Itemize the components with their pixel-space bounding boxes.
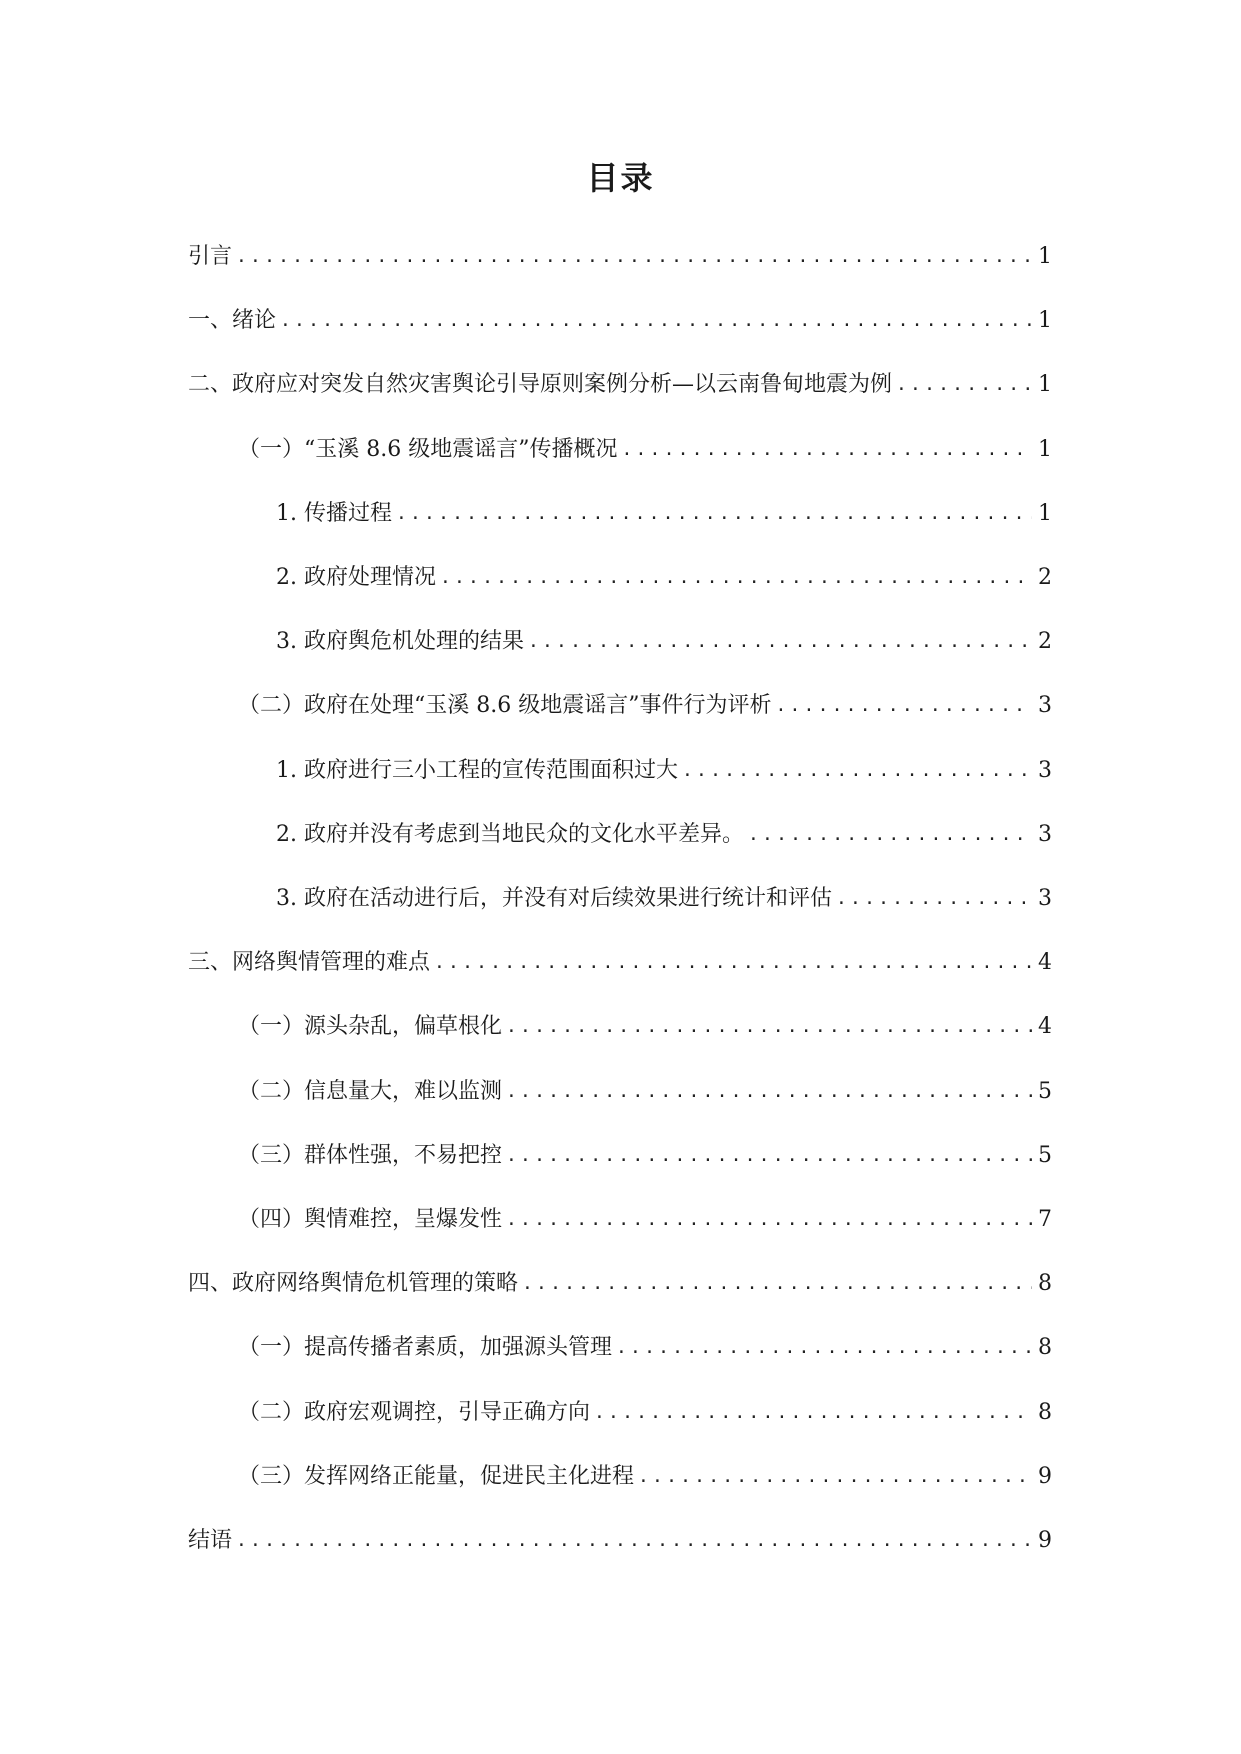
- toc-page-number: 1: [1038, 500, 1052, 526]
- toc-leader-dots: [506, 1205, 1032, 1235]
- toc-entry: [188, 238, 1052, 272]
- toc-leader-dots: [594, 1398, 1032, 1428]
- toc-leader-dots: [682, 756, 1032, 786]
- toc-leader-dots: [621, 435, 1032, 465]
- toc-entry-text: 结语: [188, 1528, 233, 1553]
- toc-page-number: 7: [1038, 1207, 1052, 1232]
- toc-leader-dots: [280, 306, 1032, 336]
- toc-entry-text: 1. 政府进行三小工程的宣传范围面积过大: [276, 757, 678, 783]
- toc-leader-dots: [236, 1526, 1032, 1556]
- toc-page-number: 8: [1038, 1399, 1052, 1425]
- toc-page-number: 3: [1038, 693, 1052, 719]
- toc-entry: [238, 1137, 1052, 1171]
- toc-entry: [188, 302, 1052, 336]
- toc-entry-text: （一）源头杂乱，偏草根化: [238, 1014, 503, 1040]
- toc-leader-dots: [528, 627, 1032, 657]
- toc-page-number: 3: [1038, 886, 1052, 911]
- toc-leader-dots: [434, 948, 1032, 978]
- toc-page-number: 1: [1038, 436, 1052, 462]
- toc-leader-dots: [775, 691, 1032, 721]
- toc-entry-text: （一）提高传播者素质，加强源头管理: [238, 1335, 613, 1361]
- toc-entry: [276, 880, 1052, 914]
- toc-entry-text: （二）政府宏观调控，引导正确方向: [238, 1399, 591, 1425]
- toc-entry: [238, 1008, 1052, 1042]
- toc-entry-text: 二、政府应对突发自然灾害舆论引导原则案例分析—以云南鲁甸地震为例: [188, 372, 893, 398]
- toc-page-number: 3: [1038, 821, 1052, 847]
- toc-entry: [238, 1201, 1052, 1235]
- toc-title: 目录: [586, 159, 655, 197]
- toc-entry: [276, 816, 1052, 850]
- toc-leader-dots: [638, 1462, 1032, 1492]
- toc-entry-text: （二）政府在处理“玉溪 8.6 级地震谣言”事件行为评析: [238, 693, 772, 719]
- toc-leader-dots: [396, 499, 1032, 529]
- toc-page-number: 1: [1038, 372, 1052, 398]
- toc-page-number: 1: [1038, 308, 1052, 334]
- toc-page-number: 5: [1038, 1078, 1052, 1104]
- toc-page-number: 9: [1038, 1528, 1052, 1553]
- toc-entry: [238, 1394, 1052, 1428]
- toc-entry-text: 三、网络舆情管理的难点: [188, 950, 431, 976]
- toc-entry-text: 1. 传播过程: [276, 500, 392, 526]
- toc-entry-text: 2. 政府并没有考虑到当地民众的文化水平差异。: [276, 821, 744, 847]
- toc-page-number: 1: [1038, 244, 1052, 269]
- toc-entry-text: 2. 政府处理情况: [276, 565, 436, 590]
- toc-page-number: 8: [1038, 1335, 1052, 1361]
- toc-leader-dots: [506, 1141, 1032, 1171]
- toc-entry-text: 引言: [188, 244, 233, 269]
- toc-leader-dots: [440, 563, 1032, 593]
- toc-leader-dots: [616, 1333, 1032, 1363]
- toc-entry-text: 3. 政府在活动进行后，并没有对后续效果进行统计和评估: [276, 886, 832, 911]
- toc-leader-dots: [748, 820, 1032, 850]
- toc-page-number: 2: [1038, 565, 1052, 590]
- toc-entry: [276, 752, 1052, 786]
- toc-leader-dots: [506, 1012, 1032, 1042]
- toc-entry: [188, 944, 1052, 978]
- toc-entry-text: 四、政府网络舆情危机管理的策略: [188, 1271, 519, 1297]
- toc-page-number: 2: [1038, 629, 1052, 655]
- toc-entry-text: 3. 政府舆危机处理的结果: [276, 629, 524, 655]
- toc-page-number: 3: [1038, 757, 1052, 783]
- toc-entry: [238, 1073, 1052, 1107]
- toc-leader-dots: [522, 1269, 1032, 1299]
- toc-entry: [238, 1458, 1052, 1492]
- toc-page-number: 4: [1038, 950, 1052, 976]
- toc-page-number: 9: [1038, 1463, 1052, 1489]
- toc-entry: [276, 623, 1052, 657]
- toc-entry: [238, 687, 1052, 721]
- toc-leader-dots: [836, 884, 1032, 914]
- toc-entry: [276, 559, 1052, 593]
- toc-entry: [188, 366, 1052, 400]
- toc-entry: [276, 495, 1052, 529]
- toc-entry-text: （一）“玉溪 8.6 级地震谣言”传播概况: [238, 436, 618, 462]
- toc-entry-text: （四）舆情难控，呈爆发性: [238, 1207, 503, 1232]
- toc-entry: [238, 431, 1052, 465]
- toc-page-number: 5: [1038, 1142, 1052, 1168]
- toc-entry-text: （二）信息量大，难以监测: [238, 1078, 503, 1104]
- toc-entry: [188, 1265, 1052, 1299]
- toc-page-number: 4: [1038, 1014, 1052, 1040]
- toc-page-number: 8: [1038, 1271, 1052, 1297]
- toc-entry: [188, 1522, 1052, 1556]
- toc-leader-dots: [896, 370, 1032, 400]
- toc-leader-dots: [506, 1077, 1032, 1107]
- toc-leader-dots: [236, 242, 1032, 272]
- toc-entry-text: （三）发挥网络正能量，促进民主化进程: [238, 1463, 635, 1489]
- toc-entry: [238, 1329, 1052, 1363]
- toc-entry-text: 一、绪论: [188, 308, 277, 334]
- toc-entry-text: （三）群体性强，不易把控: [238, 1142, 503, 1168]
